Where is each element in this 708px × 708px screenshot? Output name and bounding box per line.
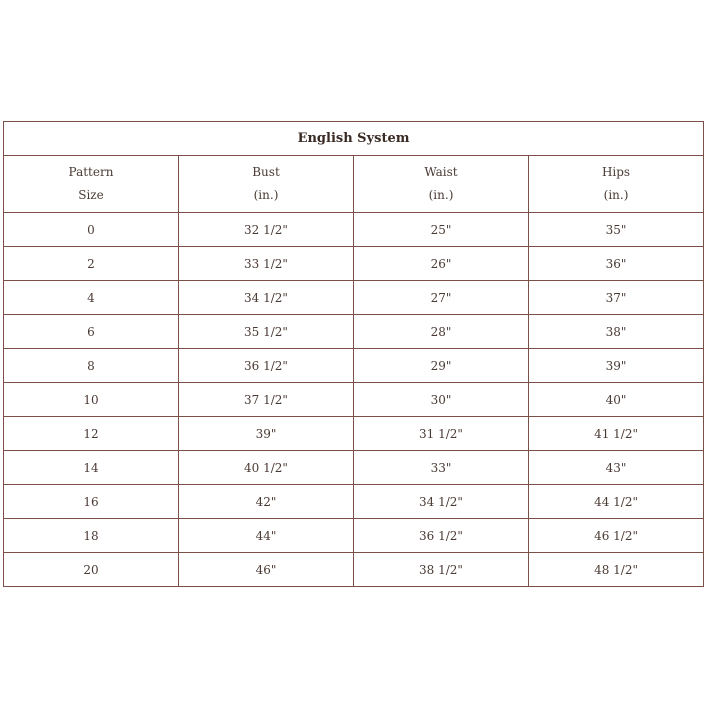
pattern-size-cell: 6: [4, 315, 179, 349]
waist-cell: 34 1/2": [354, 485, 529, 519]
hips-cell: 40": [529, 383, 704, 417]
header-sublabel: (in.): [428, 188, 454, 202]
waist-cell: 27": [354, 281, 529, 315]
waist-cell: 26": [354, 247, 529, 281]
pattern-size-cell: 14: [4, 451, 179, 485]
header-label: Pattern: [68, 165, 114, 179]
bust-cell: 44": [179, 519, 354, 553]
table-row: [4, 383, 704, 417]
waist-cell: 29": [354, 349, 529, 383]
table-row: [4, 553, 704, 587]
size-chart-table: [3, 121, 704, 587]
table-row: [4, 519, 704, 553]
hips-cell: 48 1/2": [529, 553, 704, 587]
bust-cell: 42": [179, 485, 354, 519]
table-row: [4, 213, 704, 247]
waist-cell: 38 1/2": [354, 553, 529, 587]
bust-cell: 35 1/2": [179, 315, 354, 349]
table-row: [4, 315, 704, 349]
pattern-size-cell: 12: [4, 417, 179, 451]
hips-cell: 43": [529, 451, 704, 485]
hips-cell: 44 1/2": [529, 485, 704, 519]
waist-cell: 30": [354, 383, 529, 417]
waist-cell: 33": [354, 451, 529, 485]
pattern-size-cell: 20: [4, 553, 179, 587]
table-row: [4, 451, 704, 485]
waist-cell: 25": [354, 213, 529, 247]
header-label: Waist: [424, 165, 458, 179]
bust-cell: 36 1/2": [179, 349, 354, 383]
bust-cell: 33 1/2": [179, 247, 354, 281]
table-header-row: [4, 156, 704, 213]
waist-cell: 28": [354, 315, 529, 349]
hips-cell: 36": [529, 247, 704, 281]
pattern-size-cell: 8: [4, 349, 179, 383]
pattern-size-cell: 0: [4, 213, 179, 247]
bust-cell: 32 1/2": [179, 213, 354, 247]
waist-cell: 36 1/2": [354, 519, 529, 553]
pattern-size-cell: 4: [4, 281, 179, 315]
table-title: English System: [4, 122, 704, 156]
hips-cell: 39": [529, 349, 704, 383]
table-title-row: [4, 122, 704, 156]
header-hips: [529, 156, 704, 213]
waist-cell: 31 1/2": [354, 417, 529, 451]
bust-cell: 34 1/2": [179, 281, 354, 315]
header-pattern-size: [4, 156, 179, 213]
bust-cell: 37 1/2": [179, 383, 354, 417]
pattern-size-cell: 10: [4, 383, 179, 417]
header-label: Bust: [252, 165, 280, 179]
bust-cell: 40 1/2": [179, 451, 354, 485]
header-waist: [354, 156, 529, 213]
hips-cell: 41 1/2": [529, 417, 704, 451]
hips-cell: 38": [529, 315, 704, 349]
bust-cell: 39": [179, 417, 354, 451]
header-bust: [179, 156, 354, 213]
bust-cell: 46": [179, 553, 354, 587]
hips-cell: 35": [529, 213, 704, 247]
table-row: [4, 349, 704, 383]
header-sublabel: (in.): [603, 188, 629, 202]
table-row: [4, 485, 704, 519]
hips-cell: 46 1/2": [529, 519, 704, 553]
table-row: [4, 417, 704, 451]
hips-cell: 37": [529, 281, 704, 315]
pattern-size-cell: 16: [4, 485, 179, 519]
pattern-size-cell: 2: [4, 247, 179, 281]
header-sublabel: (in.): [253, 188, 279, 202]
header-sublabel: Size: [78, 188, 104, 202]
header-label: Hips: [601, 165, 631, 179]
pattern-size-cell: 18: [4, 519, 179, 553]
table-body: [4, 213, 704, 587]
table-row: [4, 281, 704, 315]
table-row: [4, 247, 704, 281]
